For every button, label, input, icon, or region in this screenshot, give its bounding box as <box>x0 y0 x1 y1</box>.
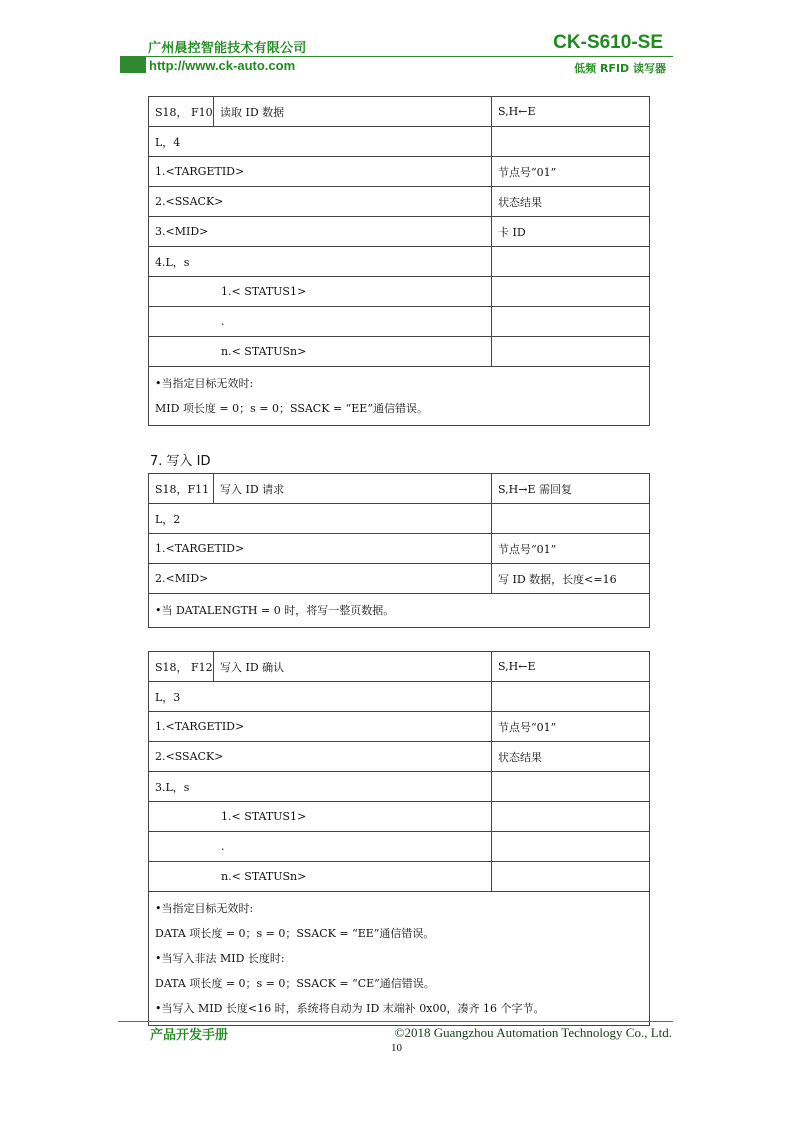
row-desc <box>492 337 650 367</box>
row-item: 3.L，s <box>149 772 492 802</box>
note-line: •当写入非法 MID 长度时: <box>155 952 285 965</box>
message-direction: S,H←E <box>492 97 650 127</box>
table-notes-row <box>149 367 650 426</box>
table-header-row <box>149 652 650 682</box>
note-line: •当指定目标无效时: <box>155 902 254 915</box>
table-row <box>149 742 650 772</box>
header-green-block <box>120 56 146 73</box>
message-title: 读取 ID 数据 <box>214 97 492 127</box>
row-desc <box>492 307 650 337</box>
footer-divider <box>118 1021 673 1022</box>
table-row <box>149 712 650 742</box>
message-code: S18， F10 <box>149 97 214 127</box>
table-row <box>149 564 650 594</box>
table-row <box>149 682 650 712</box>
product-subtitle: 低频 RFID 读写器 <box>574 62 666 75</box>
row-desc <box>492 772 650 802</box>
row-desc <box>492 802 650 832</box>
row-item: 2.<SSACK> <box>149 742 492 772</box>
product-model: CK-S610-SE <box>553 32 663 53</box>
table-row <box>149 247 650 277</box>
note-line: •当指定目标无效时: <box>155 377 254 390</box>
table-row <box>149 534 650 564</box>
table-row <box>149 832 650 862</box>
message-title: 写入 ID 请求 <box>214 474 492 504</box>
row-item: 2.<SSACK> <box>149 187 492 217</box>
row-desc: 卡 ID <box>492 217 650 247</box>
row-desc <box>492 862 650 892</box>
row-desc: 状态结果 <box>492 742 650 772</box>
table-notes-row <box>149 892 650 1026</box>
row-item: 3.<MID> <box>149 217 492 247</box>
company-name: 广州晨控智能技术有限公司 <box>148 41 307 56</box>
message-code: S18，F11 <box>149 474 214 504</box>
row-desc: 写 ID 数据，长度<=16 <box>492 564 650 594</box>
row-desc: 节点号“01” <box>492 157 650 187</box>
page-number: 10 <box>391 1042 402 1054</box>
table-row <box>149 862 650 892</box>
row-desc <box>492 247 650 277</box>
row-item: L，4 <box>149 127 492 157</box>
table-row <box>149 772 650 802</box>
table-row <box>149 127 650 157</box>
row-item: 1.< STATUS1> <box>149 277 492 307</box>
note-line: MID 项长度 = 0；s = 0；SSACK = “EE”通信错误。 <box>155 402 428 415</box>
table-row <box>149 277 650 307</box>
row-desc: 节点号“01” <box>492 712 650 742</box>
header-divider <box>146 56 673 57</box>
note-line: •当 DATALENGTH = 0 时，将写一整页数据。 <box>155 604 395 617</box>
message-direction: S,H←E <box>492 652 650 682</box>
table-notes-row <box>149 594 650 628</box>
row-item: . <box>149 307 492 337</box>
table-row <box>149 504 650 534</box>
row-item: 4.L，s <box>149 247 492 277</box>
notes-cell <box>149 367 650 426</box>
table-row <box>149 802 650 832</box>
table-row <box>149 187 650 217</box>
row-desc <box>492 504 650 534</box>
row-desc <box>492 682 650 712</box>
row-desc <box>492 832 650 862</box>
row-desc: 节点号“01” <box>492 534 650 564</box>
row-desc <box>492 127 650 157</box>
footer-doc-title: 产品开发手册 <box>150 1028 229 1043</box>
note-line: •当写入 MID 长度<16 时，系统将自动为 ID 末端补 0x00，凑齐 16 个字节。 <box>155 1002 545 1015</box>
row-desc <box>492 277 650 307</box>
row-item: 1.<TARGETID> <box>149 712 492 742</box>
table-row <box>149 217 650 247</box>
section-title: 7. 写入 ID <box>150 454 211 469</box>
website-link[interactable]: http://www.ck-auto.com <box>149 58 296 73</box>
message-code: S18， F12 <box>149 652 214 682</box>
table-read-id-data <box>148 96 650 426</box>
row-item: 1.< STATUS1> <box>149 802 492 832</box>
table-write-id-ack <box>148 651 650 1026</box>
note-line: DATA 项长度 = 0；s = 0；SSACK = “CE”通信错误。 <box>155 977 435 990</box>
table-row <box>149 307 650 337</box>
row-item: . <box>149 832 492 862</box>
row-item: n.< STATUSn> <box>149 337 492 367</box>
row-item: L，3 <box>149 682 492 712</box>
table-row <box>149 157 650 187</box>
table-header-row <box>149 474 650 504</box>
notes-cell <box>149 892 650 1026</box>
row-item: n.< STATUSn> <box>149 862 492 892</box>
row-desc: 状态结果 <box>492 187 650 217</box>
row-item: L，2 <box>149 504 492 534</box>
footer-copyright: ©2018 Guangzhou Automation Technology Co., Ltd. <box>394 1025 672 1040</box>
message-direction: S,H→E 需回复 <box>492 474 650 504</box>
message-title: 写入 ID 确认 <box>214 652 492 682</box>
notes-cell <box>149 594 650 628</box>
table-row <box>149 337 650 367</box>
note-line: DATA 项长度 = 0；s = 0；SSACK = “EE”通信错误。 <box>155 927 435 940</box>
table-header-row <box>149 97 650 127</box>
table-write-id-request <box>148 473 650 628</box>
row-item: 1.<TARGETID> <box>149 534 492 564</box>
row-item: 2.<MID> <box>149 564 492 594</box>
row-item: 1.<TARGETID> <box>149 157 492 187</box>
